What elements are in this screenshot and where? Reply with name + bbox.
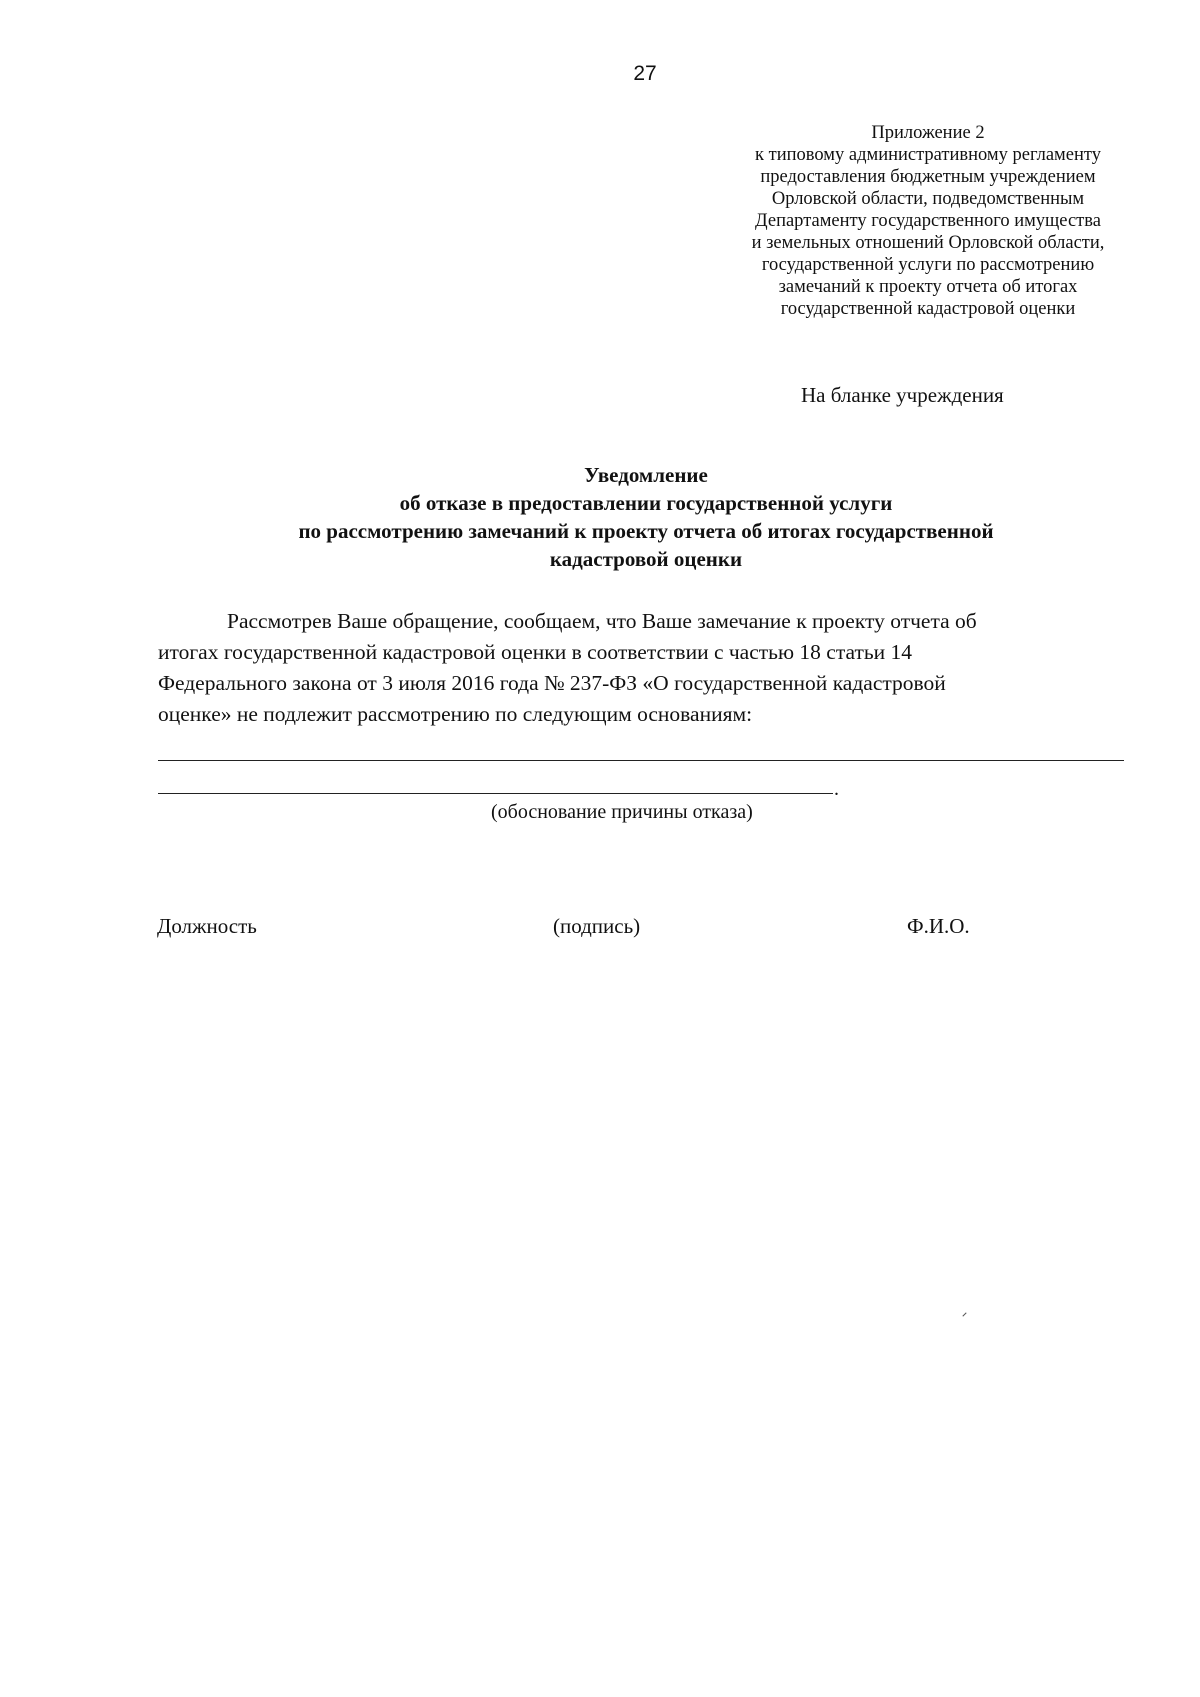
title-line: по рассмотрению замечаний к проекту отчета об итогах государственной — [298, 519, 994, 543]
appendix-line: к типовому административному регламенту — [755, 145, 1101, 165]
body-paragraph — [158, 606, 1118, 730]
body-line: Федерального закона от 3 июля 2016 года № 237-ФЗ «О государственной кадастровой — [158, 671, 946, 695]
position-label: Должность — [157, 914, 257, 938]
letterhead-note: На бланке учреждения — [801, 383, 1004, 407]
appendix-line: Департаменту государственного имущества — [755, 211, 1101, 231]
reason-line-end: . — [834, 778, 839, 800]
full-name-label: Ф.И.О. — [907, 914, 970, 938]
title-line: кадастровой оценки — [549, 547, 743, 571]
body-line: итогах государственной кадастровой оценки в соответствии с частью 18 статьи 14 — [158, 640, 913, 664]
title-line: об отказе в предоставлении государственной услуги — [399, 491, 893, 515]
page-number: 27 — [633, 62, 657, 85]
appendix-line: государственной кадастровой оценки — [780, 299, 1076, 319]
reason-fill-line — [158, 760, 1124, 761]
appendix-line: государственной услуги по рассмотрению — [761, 255, 1095, 275]
appendix-line: замечаний к проекту отчета об итогах — [778, 277, 1078, 297]
appendix-line: и земельных отношений Орловской области, — [751, 233, 1105, 253]
signature-label: (подпись) — [553, 914, 641, 938]
body-line: оценке» не подлежит рассмотрению по следующим основаниям: — [158, 702, 753, 726]
body-line: Рассмотрев Ваше обращение, сообщаем, что Ваше замечание к проекту отчета об — [227, 609, 977, 633]
scan-mark — [962, 1312, 966, 1316]
appendix-line: предоставления бюджетным учреждением — [760, 167, 1096, 187]
appendix-line: Приложение 2 — [871, 123, 985, 143]
reason-fill-line — [158, 793, 833, 794]
document-title — [170, 461, 1122, 573]
appendix-line: Орловской области, подведомственным — [771, 189, 1085, 209]
reason-caption: (обоснование причины отказа) — [491, 801, 753, 823]
title-line: Уведомление — [584, 463, 708, 487]
appendix-reference — [718, 122, 1138, 320]
